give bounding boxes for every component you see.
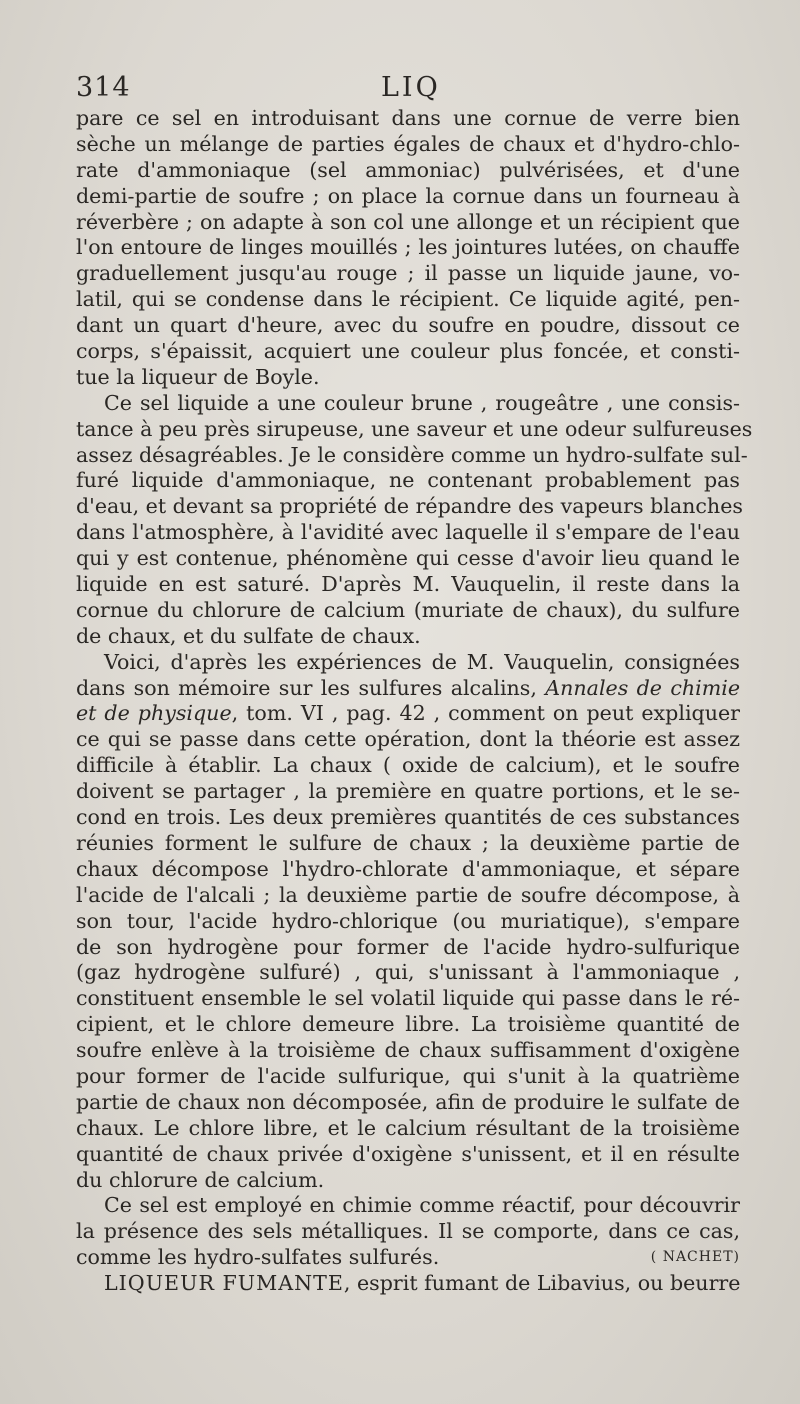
text-line: du chlorure de calcium.: [76, 1167, 325, 1192]
text-line: dans l'atmosphère, à l'avidité avec laquelle il s'empare de l'eau: [76, 520, 740, 545]
text-line: son tour, l'acide hydro-chlorique (ou muriatique), s'empare: [76, 908, 740, 933]
text-line: de son hydrogène pour former de l'acide hydro-sulfurique: [76, 934, 740, 959]
text-line: l'acide de l'alcali ; la deuxième partie de soufre décompose, à: [76, 882, 740, 907]
text-line: l'on entoure de linges mouillés ; les jointures lutées, on chauffe: [76, 235, 740, 260]
text-line: latil, qui se condense dans le récipient. Ce liquide agité, pen-: [76, 287, 740, 312]
text-line: réunies forment le sulfure de chaux ; la deuxième partie de: [76, 830, 740, 855]
text-line: assez désagréables. Je le considère comme un hydro-sulfate sul-: [76, 442, 748, 467]
text-line: qui y est contenue, phénomène qui cesse d'avoir lieu quand le: [76, 546, 740, 571]
text-line: demi-partie de soufre ; on place la cornue dans un fourneau à: [76, 183, 740, 208]
text-line: réverbère ; on adapte à son col une allonge et un récipient que: [76, 209, 740, 234]
entry-headword: LIQUEUR FUMANTE: [104, 1271, 344, 1296]
page-header: [76, 72, 740, 108]
text-line: constituent ensemble le sel volatil liquide qui passe dans le ré-: [76, 986, 740, 1011]
text-line: cipient, et le chlore demeure libre. La troisième quantité de: [76, 1012, 740, 1037]
text-line: soufre enlève à la troisième de chaux suffisamment d'oxigène: [76, 1038, 740, 1063]
text-line: la présence des sels métalliques. Il se comporte, dans ce cas,: [76, 1219, 740, 1244]
paragraph-start: Ce sel liquide a une couleur brune , rougeâtre , une consis-: [104, 390, 740, 415]
text-line: [76, 676, 740, 702]
text-line: liquide en est saturé. D'après M. Vauquelin, il reste dans la: [76, 572, 740, 597]
text-line: chaux. Le chlore libre, et le calcium résultant de la troisième: [76, 1115, 740, 1140]
body-text: [76, 106, 753, 1297]
text-line: rate d'ammoniaque (sel ammoniac) pulvérisées, et d'une: [76, 157, 740, 182]
text-line: corps, s'épaissit, acquiert une couleur plus foncée, et consti-: [76, 339, 740, 364]
text-line: partie de chaux non décomposée, afin de produire le sulfate de: [76, 1089, 740, 1114]
text-line: tance à peu près sirupeuse, une saveur et une odeur sulfureuses: [76, 416, 753, 441]
journal-title: et de physique: [76, 701, 232, 726]
journal-title: Annales de chimie: [545, 675, 741, 700]
text-segment: comme les hydro-sulfates sulfurés.: [76, 1245, 440, 1270]
text-line: graduellement jusqu'au rouge ; il passe un liquide jaune, vo-: [76, 261, 740, 286]
text-line: pare ce sel en introduisant dans une cornue de verre bien: [76, 106, 740, 130]
paragraph-start: Voici, d'après les expériences de M. Vauquelin, consignées: [104, 649, 740, 674]
text-line: doivent se partager , la première en quatre portions, et le se-: [76, 779, 740, 804]
author-signature: ( NACHET): [650, 1249, 740, 1266]
text-line: de chaux, et du sulfate de chaux.: [76, 623, 421, 648]
text-line: cornue du chlorure de calcium (muriate de chaux), du sulfure: [76, 597, 740, 622]
text-line: ce qui se passe dans cette opération, dont la théorie est assez: [76, 727, 740, 752]
paragraph-start: Ce sel est employé en chimie comme réactif, pour découvrir: [104, 1193, 740, 1218]
text-line: (gaz hydrogène sulfuré) , qui, s'unissant à l'ammoniaque ,: [76, 960, 740, 985]
running-head: LIQ: [381, 72, 441, 103]
text-line: furé liquide d'ammoniaque, ne contenant probablement pas: [76, 468, 740, 493]
text-line: pour former de l'acide sulfurique, qui s'unit à la quatrième: [76, 1063, 740, 1088]
text-segment: , tom. VI , pag. 42 , comment on peut expliquer: [231, 701, 741, 726]
text-line: dant un quart d'heure, avec du soufre en poudre, dissout ce: [76, 313, 740, 338]
text-segment: dans son mémoire sur les sulfures alcalins,: [76, 675, 537, 700]
page-number: 314: [76, 72, 131, 103]
text-segment: , esprit fumant de Libavius, ou beurre: [343, 1271, 741, 1296]
text-line: d'eau, et devant sa propriété de répandre des vapeurs blanches: [76, 494, 743, 519]
entry-line: [76, 1271, 740, 1297]
text-line: sèche un mélange de parties égales de chaux et d'hydro-chlo-: [76, 131, 740, 156]
text-line: [76, 701, 740, 727]
text-line: [76, 1245, 740, 1271]
text-line: tue la liqueur de Boyle.: [76, 364, 320, 389]
text-line: difficile à établir. La chaux ( oxide de calcium), et le soufre: [76, 753, 740, 778]
text-line: chaux décompose l'hydro-chlorate d'ammoniaque, et sépare: [76, 856, 740, 881]
text-line: cond en trois. Les deux premières quantités de ces substances: [76, 805, 740, 830]
text-line: quantité de chaux privée d'oxigène s'unissent, et il en résulte: [76, 1141, 740, 1166]
